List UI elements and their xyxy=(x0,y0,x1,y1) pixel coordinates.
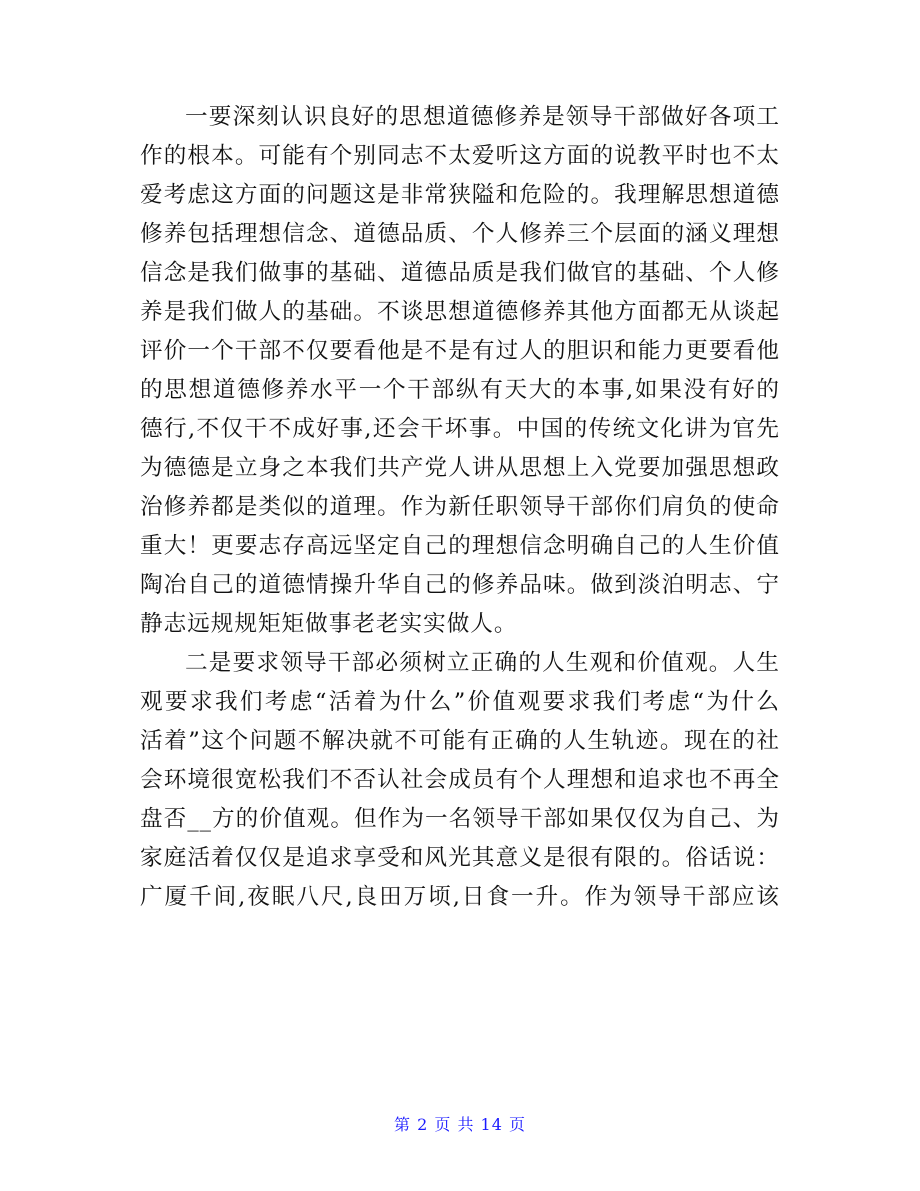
paragraph-line: 家庭活着仅仅是追求享受和风光其意义是很有限的。俗话说： xyxy=(140,845,780,871)
paragraph-line: 会环境很宽松我们不否认社会成员有个人理想和追求也不再全 xyxy=(140,767,780,793)
paragraph-line: 静志远规规矩矩做事老老实实做人。 xyxy=(140,611,518,637)
paragraph-line: 观要求我们考虑“活着为什么”价值观要求我们考虑“为什么 xyxy=(140,689,780,715)
paragraph-line: 活着”这个问题不解决就不可能有正确的人生轨迹。现在的社 xyxy=(140,728,780,754)
paragraph-line: 修养包括理想信念、道德品质、个人修养三个层面的涵义理想 xyxy=(140,221,780,247)
paragraph-line: 治修养都是类似的道理。作为新任职领导干部你们肩负的使命 xyxy=(140,494,780,520)
paragraph-line: 陶冶自己的道德情操升华自己的修养品味。做到淡泊明志、宁 xyxy=(140,572,780,598)
paragraph-line: 盘否__方的价值观。但作为一名领导干部如果仅仅为自己、为 xyxy=(140,806,780,832)
paragraph-2 xyxy=(140,644,780,917)
paragraph-line: 信念是我们做事的基础、道德品质是我们做官的基础、个人修 xyxy=(140,260,780,286)
paragraph-line: 爱考虑这方面的问题这是非常狭隘和危险的。我理解思想道德 xyxy=(140,182,780,208)
paragraph-1 xyxy=(140,98,780,644)
paragraph-line: 养是我们做人的基础。不谈思想道德修养其他方面都无从谈起 xyxy=(140,299,780,325)
paragraph-line: 评价一个干部不仅要看他是不是有过人的胆识和能力更要看他 xyxy=(140,338,780,364)
paragraph-line: 德行,不仅干不成好事,还会干坏事。中国的传统文化讲为官先 xyxy=(140,416,780,442)
paragraph-line: 广厦千间,夜眠八尺,良田万顷,日食一升。作为领导干部应该 xyxy=(140,884,780,910)
paragraph-line: 二是要求领导干部必须树立正确的人生观和价值观。人生 xyxy=(185,650,780,676)
paragraph-line: 一要深刻认识良好的思想道德修养是领导干部做好各项工 xyxy=(185,104,780,130)
paragraph-line: 为德德是立身之本我们共产党人讲从思想上入党要加强思想政 xyxy=(140,455,780,481)
paragraph-line: 作的根本。可能有个别同志不太爱听这方面的说教平时也不太 xyxy=(140,143,780,169)
page-number-footer: 第 2 页 共 14 页 xyxy=(394,1115,526,1134)
paragraph-line: 的思想道德修养水平一个干部纵有天大的本事,如果没有好的 xyxy=(140,377,780,403)
document-body xyxy=(140,98,780,917)
paragraph-line: 重大！更要志存高远坚定自己的理想信念明确自己的人生价值 xyxy=(140,533,780,559)
